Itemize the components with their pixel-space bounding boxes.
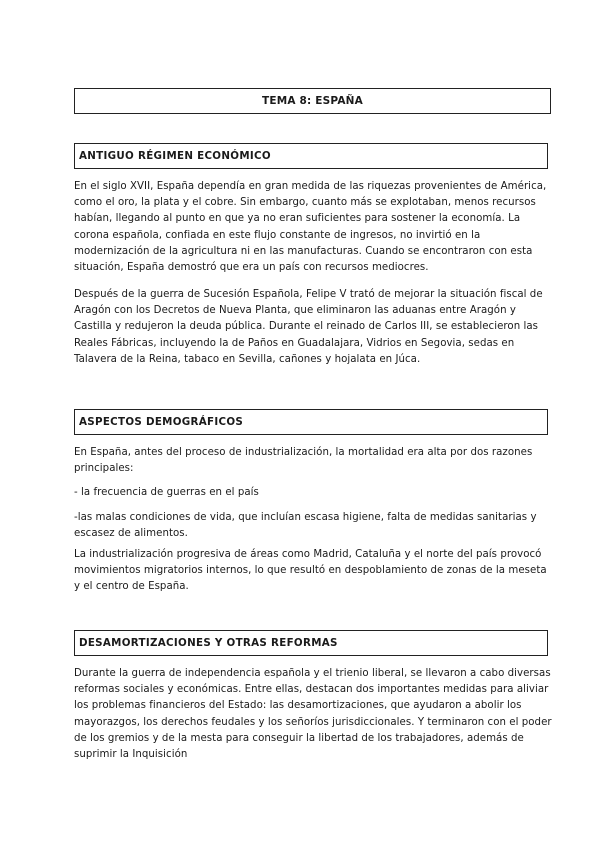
paragraph: En el siglo XVII, España dependía en gran medida de las riquezas provenientes de América, como el oro, la plata y el cobre. Sin embargo, cuanto más se explotaban, menos recursos habían, llegando al punto en que ya no eran suficientes para sostener la economía. La corona española, confiada en este flujo constante de ingresos, no invirtió en la modernización de la agricultura ni en las manufacturas. Cuando se encontraron con esta situación, España demostró que era un país con recursos mediocres. [74, 181, 547, 274]
page-title: TEMA 8: ESPAÑA [74, 88, 551, 114]
list-item: -las malas condiciones de vida, que incluían escasa higiene, falta de medidas sanitarias y escasez de alimentos. [74, 512, 537, 540]
paragraph: Durante la guerra de independencia española y el trienio liberal, se llevaron a cabo diversas reformas sociales y económicas. Entre ellas, destacan dos importantes medidas para aliviar los problemas financieros del Estado: las desamortizaciones, que ayudaron a abolir los mayorazgos, los derechos feudales y los señoríos jurisdiccionales. Y terminaron con el poder de los gremios y de la mesta para conseguir la libertad de los trabajadores, además de suprimir la Inquisición [74, 668, 552, 761]
paragraph: Después de la guerra de Sucesión Española, Felipe V trató de mejorar la situación fiscal de Aragón con los Decretos de Nueva Planta, que eliminaron las aduanas entre Aragón y Castilla y redujeron la deuda pública. Durante el reinado de Carlos III, se establecieron las Reales Fábricas, incluyendo la de Paños en Guadalajara, Vidrios en Segovia, sedas en Talavera de la Reina, tabaco en Sevilla, cañones y hojalata en Júca. [74, 289, 543, 365]
section-heading-aspectos-demograficos: ASPECTOS DEMOGRÁFICOS [74, 409, 548, 435]
list-item: - la frecuencia de guerras en el país [74, 487, 259, 498]
paragraph: En España, antes del proceso de industrialización, la mortalidad era alta por dos razones principales: [74, 447, 533, 475]
paragraph: La industrialización progresiva de áreas como Madrid, Cataluña y el norte del país provocó movimientos migratorios internos, lo que resultó en despoblamiento de zonas de la meseta y el centro de España. [74, 549, 547, 593]
section-heading-desamortizaciones: DESAMORTIZACIONES Y OTRAS REFORMAS [74, 630, 548, 656]
section-heading-antiguo-regimen: ANTIGUO RÉGIMEN ECONÓMICO [74, 143, 548, 169]
